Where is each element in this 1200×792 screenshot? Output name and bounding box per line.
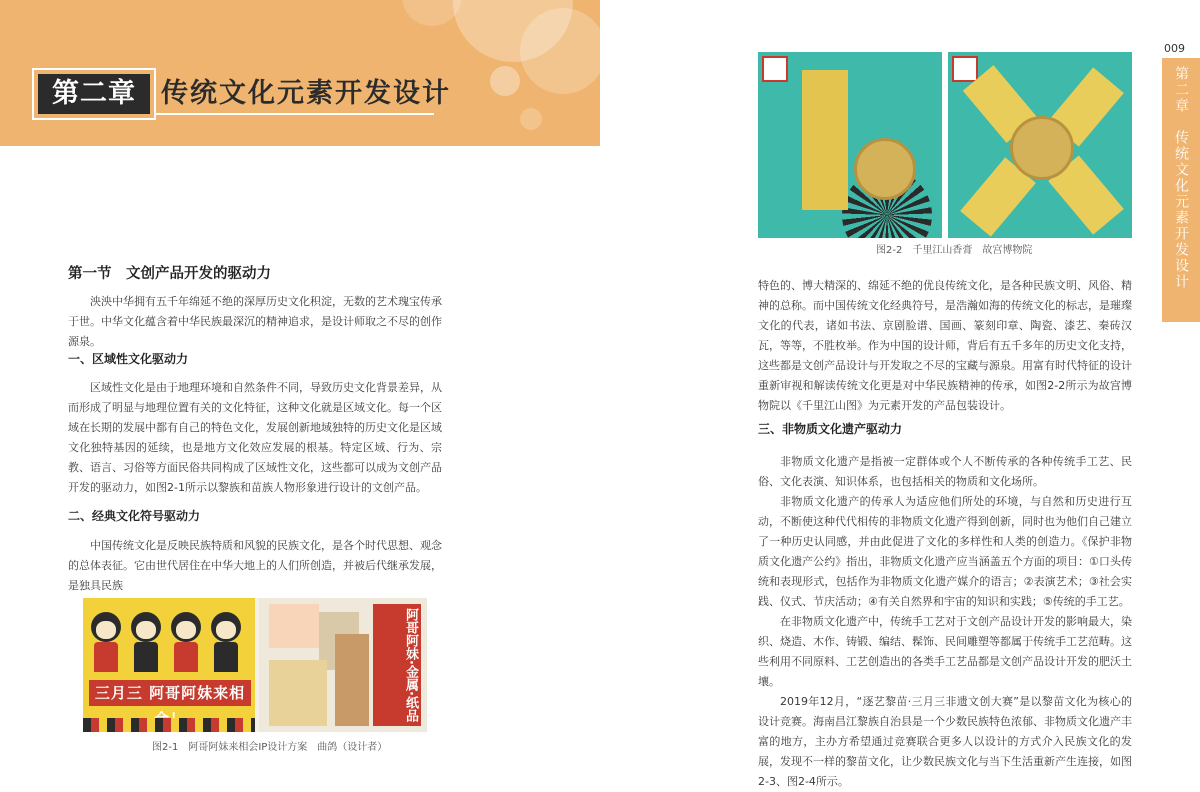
decor-circle: [520, 108, 542, 130]
chapter-header-band: [0, 0, 600, 146]
paper-bag: [335, 634, 369, 726]
package-box: [802, 70, 848, 210]
heading-regional-culture: 一、区域性文化驱动力: [68, 352, 189, 366]
side-tab-text: 第二章 传统文化元素开发设计: [1173, 66, 1189, 290]
intro-text: 泱泱中华拥有五千年绵延不绝的深厚历史文化积淀，无数的艺术瑰宝传承于世。中华文化蕴含着中华民族最深沉的精神追求，是设计师取之不尽的创作源泉。: [68, 295, 442, 348]
palace-logo-icon: [952, 56, 978, 82]
heading-intangible-heritage: 三、非物质文化遗产驱动力: [758, 422, 903, 436]
section-title: 第一节 文创产品开发的驱动力: [68, 266, 271, 282]
fragrance-box-photo: [758, 52, 942, 238]
product-card: [269, 660, 327, 726]
product-label: 阿哥阿妹·金属·纸品: [373, 604, 421, 726]
character-illustration: [211, 612, 241, 674]
balm-tin: [1010, 116, 1074, 180]
chapter-label: 第二章: [38, 74, 150, 114]
classic-symbols-paragraph: [68, 536, 442, 596]
figure-2-2-caption: 图2-2 千里江山香膏 故宫博物院: [876, 245, 1033, 256]
figure-2-2: [758, 52, 1132, 238]
classic-symbols-continued: [758, 276, 1132, 416]
palace-logo-icon: [762, 56, 788, 82]
competition-text: 2019年12月，“逐艺黎苗·三月三非遗文创大赛”是以黎苗文化为核心的设计竞赛。海南昌江黎族自治县是一个少数民族特色浓郁、非物质文化遗产丰富的地方，主办方希望通过竞赛联合更多人以设计的方式介入民族文化的发展，发现不一样的黎苗文化，让少数民族文化与当下生活重新产生连接，如图2-3、图2-4所示。: [758, 695, 1132, 788]
intro-paragraph: [68, 292, 442, 352]
handicraft-text: 在非物质文化遗产中，传统手工艺对于文创产品设计开发的影响最大，染织、烧造、木作、铸锻、编结、髹饰、民间雕塑等都属于传统手工艺范畴。这些利用不同原料、工艺创造出的各类手工艺品都是文创产品设计开发的肥沃土壤。: [758, 615, 1132, 688]
title-underline: [156, 113, 434, 115]
chapter-side-tab: [1162, 58, 1200, 322]
classic-symbols-text: 中国传统文化是反映民族特质和风貌的民族文化，是各个时代思想、观念的总体表征。它由世代居住在中华大地上的人们所创造，并被后代继承发展，是独具民族: [68, 539, 442, 592]
figure-2-1: [83, 598, 427, 732]
ip-character-poster: [83, 598, 255, 732]
fragrance-set-photo: [948, 52, 1132, 238]
decor-circle: [520, 8, 600, 94]
figure-2-1-caption: 图2-1 阿哥阿妹来相会IP设计方案 曲鸽（设计者）: [152, 742, 388, 753]
poster-banner: 三月三 阿哥阿妹来相: [89, 680, 251, 706]
classic-symbols-continued-text: 特色的、博大精深的、绵延不绝的优良传统文化，是各种民族文明、风俗、精神的总称。而中国传统文化经典符号，是浩瀚如海的传统文化的标志，是璀璨文化的代表，诸如书法、京剧脸谱、国画、篆刻印章、陶瓷、漆艺、秦砖汉瓦，等等，不胜枚举。作为中国的设计师，背后有五千多年的历史文化支持，这些都是文创产品设计与开发取之不尽的宝藏与源泉。用富有时代特征的设计重新审视和解读传统文化更是对中华民族精神的传承，如图2-2所示为故宫博物院以《千里江山图》为元素开发的产品包装设计。: [758, 279, 1132, 412]
pattern-stripe: [83, 718, 255, 732]
decor-circle: [490, 66, 520, 96]
character-illustration: [91, 612, 121, 674]
heritage-definition-text: 非物质文化遗产是指被一定群体或个人不断传承的各种传统手工艺、民俗、文化表演、知识体系，也包括相关的物质和文化场所。: [758, 455, 1132, 488]
page-number: 009: [1164, 42, 1185, 55]
intangible-heritage-paragraphs: [758, 452, 1132, 792]
character-illustration: [171, 612, 201, 674]
chapter-title: 传统文化元素开发设计: [161, 78, 451, 109]
product-card: [269, 604, 319, 648]
regional-culture-text: 区域性文化是由于地理环境和自然条件不同，导致历史文化背景差异，从而形成了明显与地理位置有关的文化特征，这种文化就是区域文化。每一个区域在长期的发展中都有自己的特色文化，发展创新地域独特的历史文化是区域文化独特基因的延续，也是地方文化效应发展的根基。特定区域、行为、宗教、语言、习俗等方面民俗共同构成了区域性文化，这些都可以成为文创产品开发的驱动力，如图2-1所示以黎族和苗族人物形象进行设计的文创产品。: [68, 381, 442, 494]
balm-tin: [854, 138, 916, 200]
left-page: [0, 0, 600, 790]
heritage-inheritors-text: 非物质文化遗产的传承人为适应他们所处的环境，与自然和历史进行互动，不断使这种代代相传的非物质文化遗产得到创新，同时也为他们自己建立了一种历史认同感，并由此促进了文化的多样性和人类的创造力。《保护非物质文化遗产公约》指出，非物质文化遗产应当涵盖五个方面的项目：①口头传统和表现形式，包括作为非物质文化遗产媒介的语言；②表演艺术；③社会实践、仪式、节庆活动；④有关自然界和宇宙的知识和实践；⑤传统的手工艺。: [758, 495, 1132, 608]
character-illustration: [131, 612, 161, 674]
heading-classic-symbols: 二、经典文化符号驱动力: [68, 509, 201, 523]
regional-culture-paragraph: [68, 378, 442, 498]
